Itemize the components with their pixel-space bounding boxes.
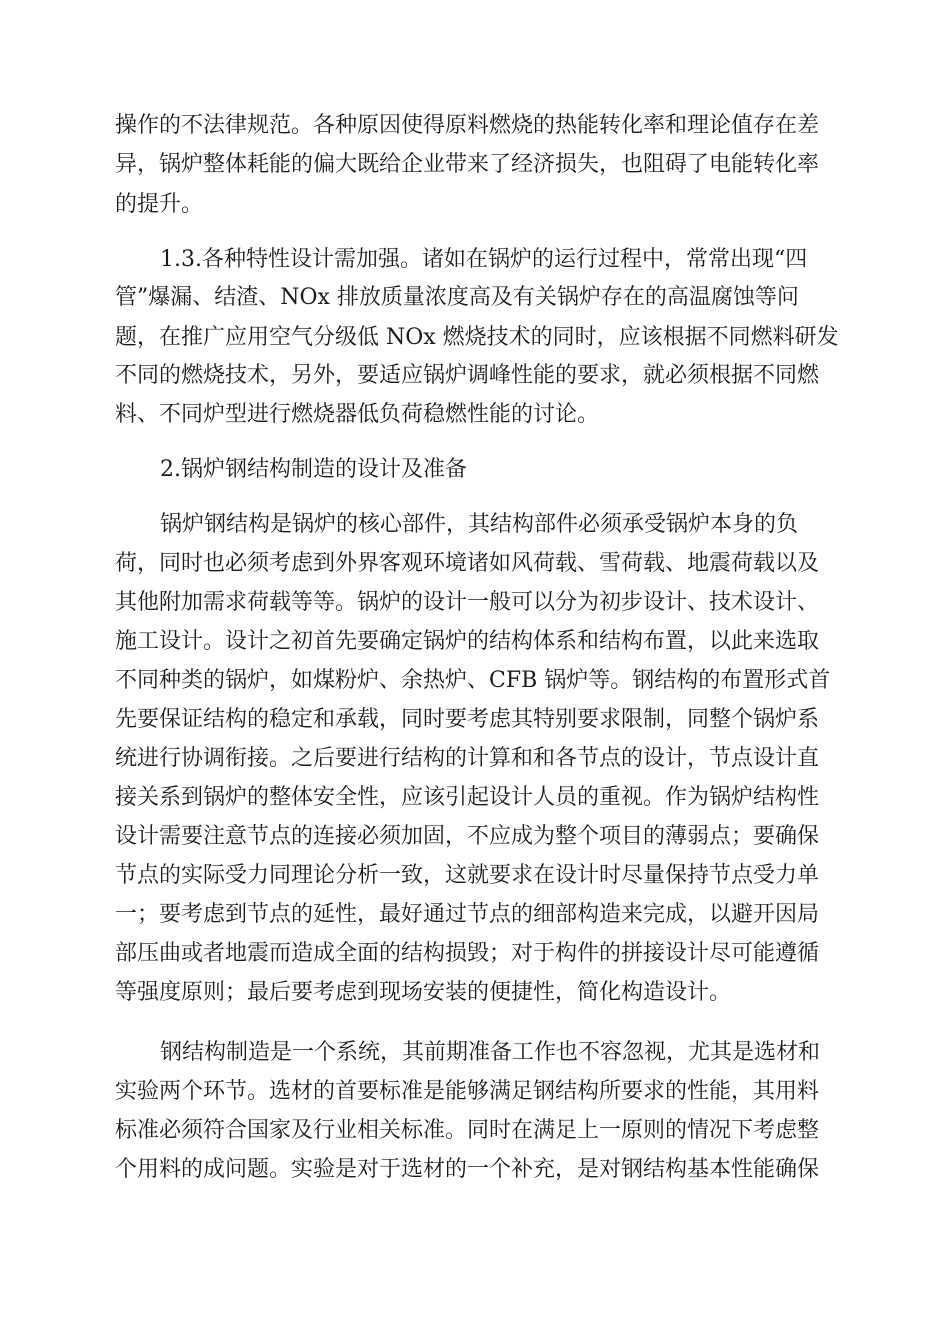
text-line: 不同的燃烧技术，另外，要适应锅炉调峰性能的要求，就必须根据不同燃 [115,363,820,388]
text-line: 等强度原则；最后要考虑到现场安装的便捷性，简化构造设计。 [115,980,732,1005]
text-line: 先要保证结构的稳定和承载，同时要考虑其特别要求限制，同整个锅炉系 [115,707,820,732]
section-heading: 2.锅炉钢结构制造的设计及准备 [160,457,467,482]
text-line: 统进行协调衔接。之后要进行结构的计算和和各节点的设计，节点设计直 [115,746,820,771]
text-line: 节点的实际受力同理论分析一致，这就要求在设计时尽量保持节点受力单 [115,863,820,888]
text-line: 题，在推广应用空气分级低 NOx 燃烧技术的同时，应该根据不同燃料研发 [115,325,839,350]
text-line: 不同种类的锅炉，如煤粉炉、余热炉、CFB 锅炉等。钢结构的布置形式首 [115,668,831,693]
text-line: 操作的不法律规范。各种原因使得原料燃烧的热能转化率和理论值存在差 [115,113,820,138]
text-line: 其他附加需求荷载等等。锅炉的设计一般可以分为初步设计、技术设计、 [115,590,820,615]
text-line: 异，锅炉整体耗能的偏大既给企业带来了经济损失，也阻碍了电能转化率 [115,152,820,177]
text-line: 设计需要注意节点的连接必须加固，不应成为整个项目的薄弱点；要确保 [115,824,820,849]
text-line: 接关系到锅炉的整体安全性，应该引起设计人员的重视。作为锅炉结构性 [115,785,820,810]
text-line: 施工设计。设计之初首先要确定锅炉的结构体系和结构布置，以此来选取 [115,629,820,654]
text-line: 实验两个环节。选材的首要标准是能够满足钢结构所要求的性能，其用料 [115,1079,820,1104]
text-line: 部压曲或者地震而造成全面的结构损毁；对于构件的拼接设计尽可能遵循 [115,941,820,966]
text-line: 个用料的成问题。实验是对于选材的一个补充，是对钢结构基本性能确保 [115,1157,820,1182]
text-line: 的提升。 [115,192,204,217]
text-line: 荷，同时也必须考虑到外界客观环境诸如风荷载、雪荷载、地震荷载以及 [115,551,820,576]
text-line: 钢结构制造是一个系统，其前期准备工作也不容忽视，尤其是选材和 [160,1040,821,1065]
text-line: 料、不同炉型进行燃烧器低负荷稳燃性能的讨论。 [115,402,600,427]
text-line: 管”爆漏、结渣、NOx 排放质量浓度高及有关锅炉存在的高温腐蚀等问 [115,285,799,310]
text-line: 锅炉钢结构是锅炉的核心部件，其结构部件必须承受锅炉本身的负 [160,512,799,537]
text-line: 1.3.各种特性设计需加强。诸如在锅炉的运行过程中，常常出现“四 [160,247,808,272]
text-line: 一；要考虑到节点的延性，最好通过节点的细部构造来完成，以避开因局 [115,902,820,927]
text-line: 标准必须符合国家及行业相关标准。同时在满足上一原则的情况下考虑整 [115,1118,820,1143]
